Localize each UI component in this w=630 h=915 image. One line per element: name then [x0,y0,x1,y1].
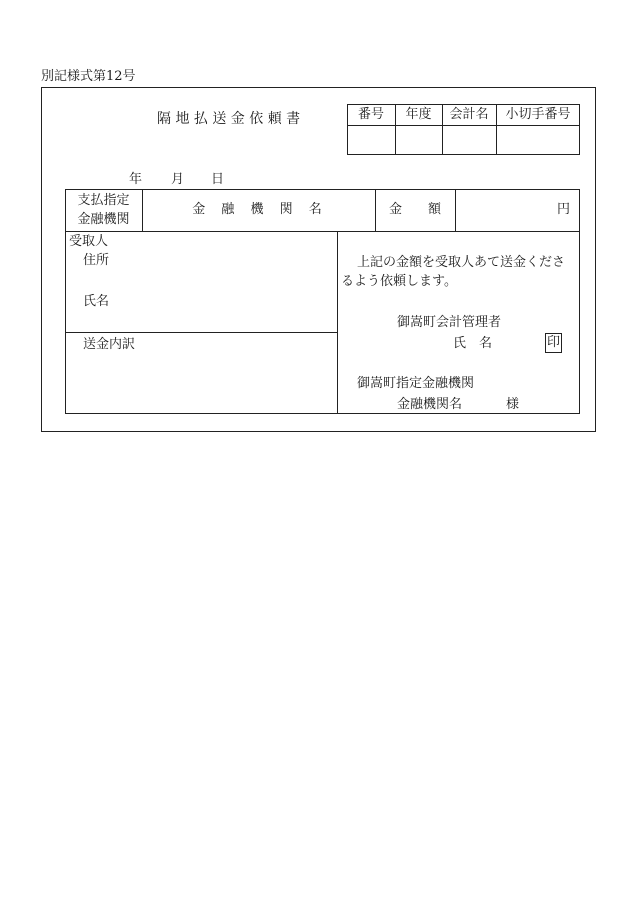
header-col-account-name: 会計名 [449,107,489,122]
form-label: 別記様式第12号 [41,69,136,84]
payee-address-label: 住所 [83,253,110,268]
designated-bank-name-label: 金融機関名 [397,397,463,412]
header-col-number: 番号 [357,107,384,122]
check-number-field[interactable] [497,126,579,154]
request-text-line1: 上記の金額を受取人あて送金くださ [357,255,566,270]
designated-bank-title: 御嵩町指定金融機関 [357,376,475,391]
payee-heading: 受取人 [69,234,109,249]
breakdown-field[interactable] [66,354,336,412]
header-col-check-number: 小切手番号 [505,107,571,122]
amount-label: 金 額 [388,202,441,217]
seal-mark: 印 [545,333,562,353]
breakdown-label: 送金内訳 [83,337,136,352]
date-year-label: 年 [129,172,143,187]
payment-bank-label-line2: 金融機関 [77,212,130,227]
request-text-line2: るよう依頼します。 [341,274,457,289]
account-name-field[interactable] [443,126,495,154]
number-field[interactable] [348,126,394,154]
officer-name-label: 氏 名 [453,336,493,351]
header-col-fiscal-year: 年度 [405,107,432,122]
yen-label: 円 [557,202,571,217]
payee-name-field[interactable] [125,292,330,312]
payment-bank-label-line1: 支払指定 [77,193,130,208]
officer-title: 御嵩町会計管理者 [397,315,502,330]
header-table [347,104,580,155]
payee-address-field[interactable] [125,251,330,271]
payee-name-label: 氏名 [83,294,110,309]
fiscal-year-field[interactable] [396,126,441,154]
bank-name-field[interactable] [143,190,374,230]
main-table [65,189,580,414]
date-day-label: 日 [211,172,225,187]
honorific-label: 様 [506,397,520,412]
amount-field[interactable] [456,190,566,230]
date-month-label: 月 [171,172,185,187]
bank-name-label: 金 融 機 関 名 [192,202,328,217]
form-title: 隔 地 払 送 金 依 頼 書 [157,111,301,127]
